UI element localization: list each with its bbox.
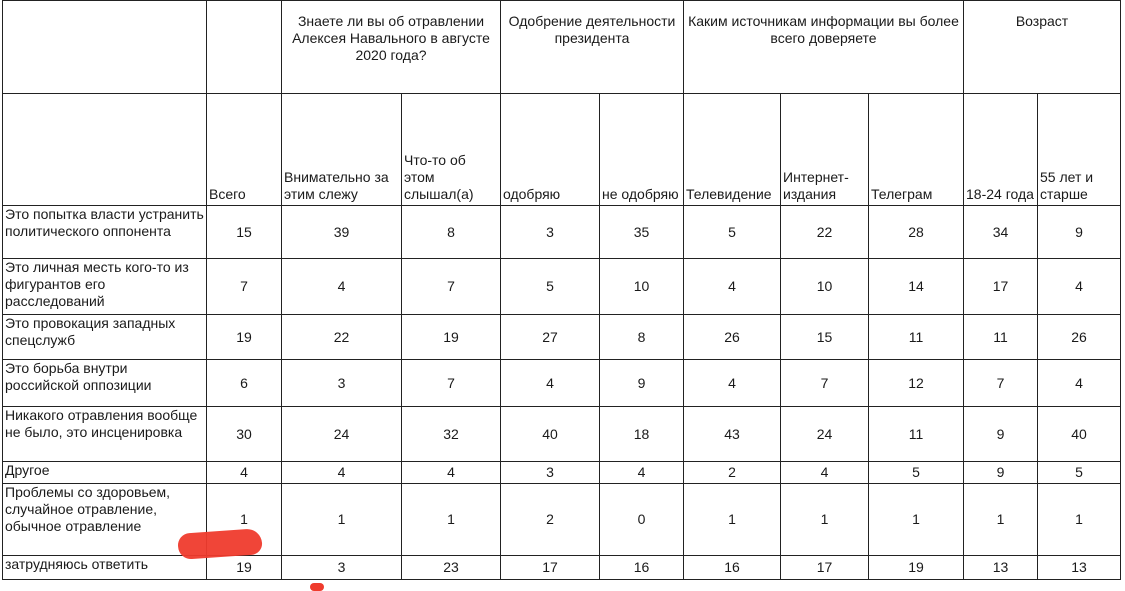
value-cell: 24: [282, 407, 402, 462]
col-header-internet: Интернет-издания: [781, 94, 869, 206]
value-cell: 17: [501, 556, 600, 580]
value-cell: 23: [402, 556, 501, 580]
value-cell: 40: [1038, 407, 1121, 462]
row-label: Это личная месть кого-то из фигурантов его расследований: [3, 259, 207, 315]
col-header-aware-close: Внимательно за этим слежу: [282, 94, 402, 206]
column-header-row: [3, 94, 1121, 206]
value-cell: 40: [501, 407, 600, 462]
value-cell: 4: [402, 462, 501, 484]
total-group-cell: [207, 1, 282, 94]
row-label: затрудняюсь ответить: [3, 556, 207, 580]
value-cell: 26: [684, 315, 781, 360]
value-cell: 7: [402, 259, 501, 315]
table-row: [3, 407, 1121, 462]
value-cell: 9: [964, 462, 1038, 484]
value-cell: 18: [600, 407, 684, 462]
value-cell: 10: [781, 259, 869, 315]
group-header-row: [3, 1, 1121, 94]
col-header-approve: одобряю: [501, 94, 600, 206]
value-cell: 15: [207, 206, 282, 259]
value-cell: 8: [600, 315, 684, 360]
value-cell: 11: [869, 407, 964, 462]
value-cell: 24: [781, 407, 869, 462]
value-cell: 1: [781, 484, 869, 556]
value-cell: 19: [869, 556, 964, 580]
group-header-sources: Каким источникам информации вы более всего доверяете: [684, 1, 964, 94]
row-label: Другое: [3, 462, 207, 484]
row-label: Проблемы со здоровьем, случайное отравление, обычное отравление: [3, 484, 207, 556]
value-cell: 19: [207, 556, 282, 580]
value-cell: 4: [600, 462, 684, 484]
value-cell: 4: [207, 462, 282, 484]
value-cell: 17: [781, 556, 869, 580]
value-cell: 4: [282, 259, 402, 315]
value-cell: 4: [501, 360, 600, 407]
value-cell: 2: [501, 484, 600, 556]
col-header-age-young: 18-24 года: [964, 94, 1038, 206]
corner-cell: [3, 1, 207, 94]
value-cell: 9: [1038, 206, 1121, 259]
table-row: [3, 360, 1121, 407]
table-row: [3, 462, 1121, 484]
value-cell: 4: [282, 462, 402, 484]
value-cell: 1: [964, 484, 1038, 556]
value-cell: 26: [1038, 315, 1121, 360]
table-row: [3, 206, 1121, 259]
row-label: Это провокация западных спецслужб: [3, 315, 207, 360]
value-cell: 1: [684, 484, 781, 556]
value-cell: 43: [684, 407, 781, 462]
value-cell: 7: [402, 360, 501, 407]
value-cell: 1: [282, 484, 402, 556]
value-cell: 10: [600, 259, 684, 315]
value-cell: 1: [1038, 484, 1121, 556]
group-header-approval: Одобрение деятельности президента: [501, 1, 684, 94]
group-header-awareness: Знаете ли вы об отравлении Алексея Навального в августе 2020 года?: [282, 1, 501, 94]
value-cell: 6: [207, 360, 282, 407]
value-cell: 4: [1038, 259, 1121, 315]
value-cell: 1: [207, 484, 282, 556]
value-cell: 4: [1038, 360, 1121, 407]
value-cell: 32: [402, 407, 501, 462]
value-cell: 5: [1038, 462, 1121, 484]
value-cell: 16: [684, 556, 781, 580]
value-cell: 1: [402, 484, 501, 556]
value-cell: 7: [207, 259, 282, 315]
table-row: [3, 259, 1121, 315]
row-label: Никакого отравления вообще не было, это инсценировка: [3, 407, 207, 462]
value-cell: 4: [781, 462, 869, 484]
value-cell: 0: [600, 484, 684, 556]
value-cell: 1: [869, 484, 964, 556]
value-cell: 7: [781, 360, 869, 407]
col-header-tv: Телевидение: [684, 94, 781, 206]
col-header-aware-heard: Что-то об этом слышал(а): [402, 94, 501, 206]
value-cell: 9: [964, 407, 1038, 462]
table-row: [3, 315, 1121, 360]
col-header-telegram: Телеграм: [869, 94, 964, 206]
value-cell: 22: [282, 315, 402, 360]
value-cell: 3: [501, 206, 600, 259]
table-row: [3, 484, 1121, 556]
value-cell: 4: [684, 360, 781, 407]
value-cell: 16: [600, 556, 684, 580]
value-cell: 13: [964, 556, 1038, 580]
value-cell: 19: [207, 315, 282, 360]
value-cell: 14: [869, 259, 964, 315]
value-cell: 9: [600, 360, 684, 407]
value-cell: 13: [1038, 556, 1121, 580]
value-cell: 35: [600, 206, 684, 259]
table-row: [3, 556, 1121, 580]
value-cell: 3: [282, 556, 402, 580]
col-header-total: Всего: [207, 94, 282, 206]
value-cell: 39: [282, 206, 402, 259]
survey-results-table: [2, 0, 1121, 580]
value-cell: 8: [402, 206, 501, 259]
value-cell: 15: [781, 315, 869, 360]
value-cell: 11: [869, 315, 964, 360]
value-cell: 3: [282, 360, 402, 407]
group-header-age: Возраст: [964, 1, 1121, 94]
row-label: Это борьба внутри российской оппозиции: [3, 360, 207, 407]
row-label: Это попытка власти устранить политического оппонента: [3, 206, 207, 259]
value-cell: 5: [869, 462, 964, 484]
value-cell: 28: [869, 206, 964, 259]
value-cell: 27: [501, 315, 600, 360]
value-cell: 34: [964, 206, 1038, 259]
row-label-header: [3, 94, 207, 206]
value-cell: 12: [869, 360, 964, 407]
value-cell: 4: [684, 259, 781, 315]
value-cell: 2: [684, 462, 781, 484]
value-cell: 7: [964, 360, 1038, 407]
col-header-age-old: 55 лет и старше: [1038, 94, 1121, 206]
col-header-disapprove: не одобряю: [600, 94, 684, 206]
value-cell: 30: [207, 407, 282, 462]
value-cell: 17: [964, 259, 1038, 315]
value-cell: 5: [684, 206, 781, 259]
value-cell: 22: [781, 206, 869, 259]
value-cell: 19: [402, 315, 501, 360]
red-marker-dot: [310, 583, 324, 591]
value-cell: 5: [501, 259, 600, 315]
value-cell: 11: [964, 315, 1038, 360]
value-cell: 3: [501, 462, 600, 484]
